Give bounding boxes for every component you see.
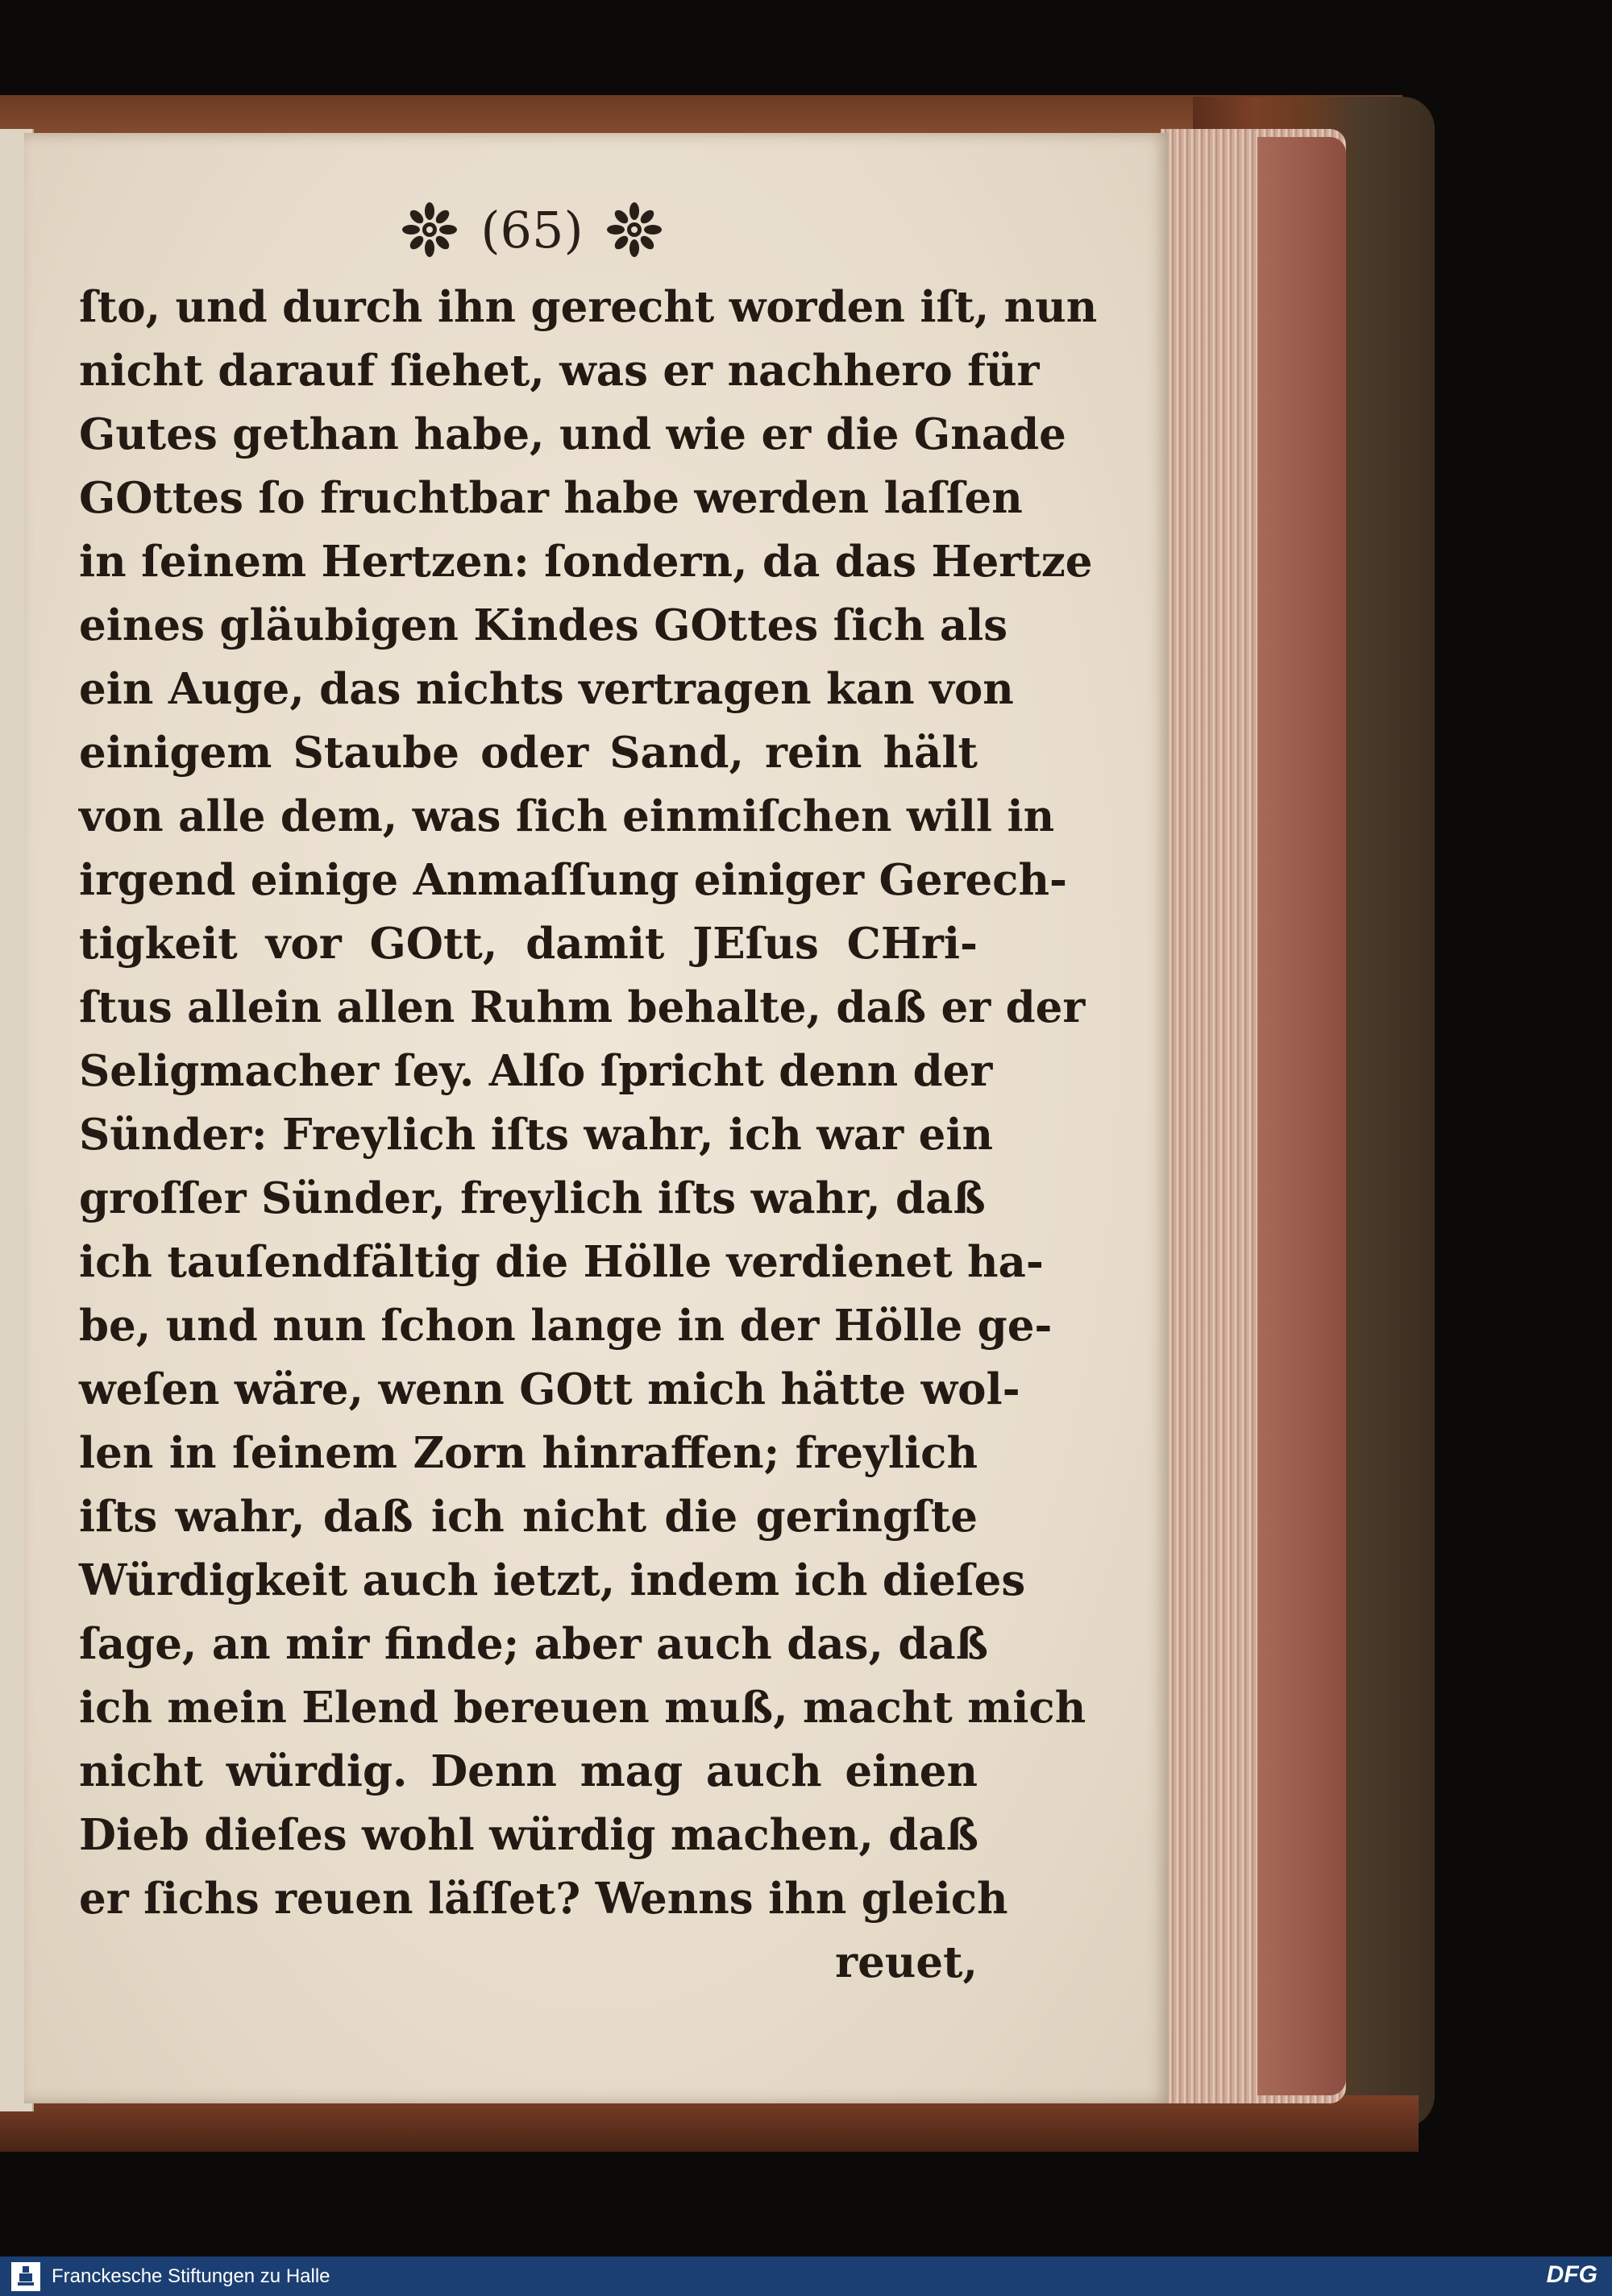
page-header xyxy=(379,193,685,266)
text-line: er ſichs reuen läſſet? Wenns ihn gleich xyxy=(79,1874,1008,1924)
flower-ornament-icon xyxy=(401,201,458,258)
text-line: weſen wäre, wenn GOtt mich hätte wol- xyxy=(79,1364,1020,1414)
text-line: tigkeit vor GOtt, damit JEſus CHri- xyxy=(79,919,978,969)
text-line: nicht würdig. Denn mag auch einen xyxy=(79,1746,978,1796)
page-body-text xyxy=(79,276,1098,1995)
text-line: irgend einige Anmaſſung einiger Gerech- xyxy=(79,855,1067,905)
page-edges-shadow xyxy=(1257,137,1346,2095)
text-line: ein Auge, das nichts vertragen kan von xyxy=(79,664,1014,714)
flower-ornament-icon xyxy=(606,201,663,258)
footer-institution[interactable]: Franckesche Stiftungen zu Halle xyxy=(52,2265,330,2287)
text-line: Dieb dieſes wohl würdig machen, daß xyxy=(79,1810,978,1860)
text-line: in ſeinem Hertzen: ſondern, da das Hertze xyxy=(79,537,1093,587)
page-number: (65) xyxy=(480,200,584,259)
footer-bar xyxy=(0,2257,1612,2296)
text-line: Gutes gethan habe, und wie er die Gnade xyxy=(79,409,1066,459)
catchword: reuet, xyxy=(835,1937,978,1987)
dfg-logo[interactable]: DFG xyxy=(1546,2261,1597,2288)
text-line: groſſer Sünder, freylich iſts wahr, daß xyxy=(79,1173,986,1223)
text-line: Seligmacher ſey. Alſo ſpricht denn der xyxy=(79,1046,993,1096)
text-line: Würdigkeit auch ietzt, indem ich dieſes xyxy=(79,1555,1026,1605)
franckesche-stiftungen-logo-icon xyxy=(11,2262,40,2291)
book-cover-bottom xyxy=(0,2095,1419,2152)
text-line: nicht darauf ſiehet, was er nachhero für xyxy=(79,346,1040,396)
text-line: Sünder: Freylich iſts wahr, ich war ein xyxy=(79,1110,994,1160)
text-line: ſage, an mir finde; aber auch das, daß xyxy=(79,1619,989,1669)
text-line: ſtus allein allen Ruhm behalte, daß er der xyxy=(79,982,1086,1032)
text-line: ſto, und durch ihn gerecht worden iſt, nun xyxy=(79,282,1098,332)
text-line: len in ſeinem Zorn hinraffen; freylich xyxy=(79,1428,978,1478)
text-line: eines gläubigen Kindes GOttes ſich als xyxy=(79,600,1008,650)
text-line: iſts wahr, daß ich nicht die geringſte xyxy=(79,1492,978,1542)
text-line: ich tauſendfältig die Hölle verdienet ha- xyxy=(79,1237,1044,1287)
text-line: ich mein Elend bereuen muß, macht mich xyxy=(79,1683,1086,1733)
text-line: von alle dem, was ſich einmiſchen will in xyxy=(79,791,1055,841)
text-line: einigem Staube oder Sand, rein hält xyxy=(79,728,978,778)
text-line: GOttes ſo fruchtbar habe werden laſſen xyxy=(79,473,1023,523)
text-line: be, und nun ſchon lange in der Hölle ge- xyxy=(79,1301,1053,1351)
